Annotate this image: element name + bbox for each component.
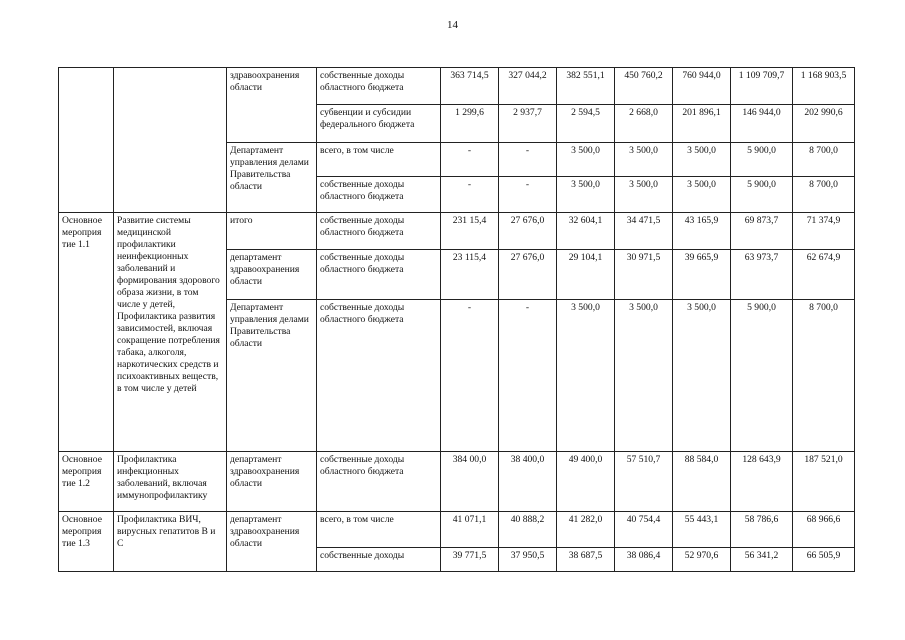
event-name-cell: [114, 68, 227, 213]
value-cell: 41 071,1: [441, 512, 499, 548]
value-cell: 69 873,7: [731, 213, 793, 250]
funding-source-cell: собственные доходы областного бюджета: [317, 300, 441, 452]
funding-source-cell: собственные доходы областного бюджета: [317, 177, 441, 213]
value-cell: 27 676,0: [499, 250, 557, 300]
value-cell: 62 674,9: [793, 250, 855, 300]
value-cell: 40 754,4: [615, 512, 673, 548]
value-cell: 40 888,2: [499, 512, 557, 548]
event-code-cell: Основное мероприя тие 1.1: [59, 213, 114, 452]
value-cell: 71 374,9: [793, 213, 855, 250]
value-cell: 1 299,6: [441, 105, 499, 143]
executor-cell: Департамент управления делами Правительства области: [227, 300, 317, 452]
executor-cell: здравоохранения области: [227, 68, 317, 143]
value-cell: 27 676,0: [499, 213, 557, 250]
value-cell: 3 500,0: [673, 177, 731, 213]
event-name-cell: Профилактика инфекционных заболеваний, включая иммунопрофилактику: [114, 452, 227, 512]
value-cell: 8 700,0: [793, 143, 855, 177]
value-cell: 30 971,5: [615, 250, 673, 300]
funding-source-cell: всего, в том числе: [317, 143, 441, 177]
value-cell: 363 714,5: [441, 68, 499, 105]
executor-cell: итого: [227, 213, 317, 250]
value-cell: 1 168 903,5: [793, 68, 855, 105]
value-cell: -: [499, 143, 557, 177]
value-cell: 3 500,0: [615, 143, 673, 177]
value-cell: -: [499, 177, 557, 213]
value-cell: 56 341,2: [731, 548, 793, 572]
budget-table: [58, 67, 855, 572]
value-cell: 146 944,0: [731, 105, 793, 143]
value-cell: 37 950,5: [499, 548, 557, 572]
value-cell: 2 594,5: [557, 105, 615, 143]
event-name-cell: Профилактика ВИЧ, вирусных гепатитов В и С: [114, 512, 227, 572]
value-cell: 66 505,9: [793, 548, 855, 572]
value-cell: 63 973,7: [731, 250, 793, 300]
table-row: [59, 512, 855, 548]
value-cell: -: [441, 143, 499, 177]
value-cell: 52 970,6: [673, 548, 731, 572]
executor-cell: департамент здравоохранения области: [227, 512, 317, 572]
value-cell: 3 500,0: [557, 300, 615, 452]
value-cell: 5 900,0: [731, 177, 793, 213]
value-cell: 201 896,1: [673, 105, 731, 143]
executor-cell: Департамент управления делами Правительства области: [227, 143, 317, 213]
value-cell: 382 551,1: [557, 68, 615, 105]
value-cell: -: [499, 300, 557, 452]
value-cell: 187 521,0: [793, 452, 855, 512]
value-cell: 3 500,0: [673, 300, 731, 452]
funding-source-cell: субвенции и субсидии федерального бюджета: [317, 105, 441, 143]
funding-source-cell: всего, в том числе: [317, 512, 441, 548]
value-cell: 32 604,1: [557, 213, 615, 250]
event-code-cell: Основное мероприя тие 1.3: [59, 512, 114, 572]
table-row: [59, 68, 855, 105]
value-cell: 68 966,6: [793, 512, 855, 548]
funding-source-cell: собственные доходы областного бюджета: [317, 452, 441, 512]
value-cell: 3 500,0: [557, 177, 615, 213]
value-cell: 8 700,0: [793, 300, 855, 452]
event-code-cell: Основное мероприя тие 1.2: [59, 452, 114, 512]
funding-source-cell: собственные доходы областного бюджета: [317, 250, 441, 300]
value-cell: 760 944,0: [673, 68, 731, 105]
value-cell: 41 282,0: [557, 512, 615, 548]
value-cell: 34 471,5: [615, 213, 673, 250]
value-cell: 3 500,0: [615, 300, 673, 452]
value-cell: 38 086,4: [615, 548, 673, 572]
value-cell: 55 443,1: [673, 512, 731, 548]
value-cell: 57 510,7: [615, 452, 673, 512]
value-cell: 202 990,6: [793, 105, 855, 143]
value-cell: 3 500,0: [673, 143, 731, 177]
value-cell: 29 104,1: [557, 250, 615, 300]
funding-source-cell: собственные доходы: [317, 548, 441, 572]
funding-source-cell: собственные доходы областного бюджета: [317, 68, 441, 105]
executor-cell: департамент здравоохранения области: [227, 250, 317, 300]
value-cell: 128 643,9: [731, 452, 793, 512]
value-cell: 5 900,0: [731, 300, 793, 452]
value-cell: 2 937,7: [499, 105, 557, 143]
value-cell: 39 665,9: [673, 250, 731, 300]
value-cell: 38 687,5: [557, 548, 615, 572]
value-cell: 3 500,0: [557, 143, 615, 177]
value-cell: 327 044,2: [499, 68, 557, 105]
value-cell: 1 109 709,7: [731, 68, 793, 105]
page-number: 14: [447, 19, 458, 31]
value-cell: 39 771,5: [441, 548, 499, 572]
value-cell: -: [441, 177, 499, 213]
value-cell: 384 00,0: [441, 452, 499, 512]
value-cell: 58 786,6: [731, 512, 793, 548]
value-cell: 43 165,9: [673, 213, 731, 250]
funding-source-cell: собственные доходы областного бюджета: [317, 213, 441, 250]
value-cell: 49 400,0: [557, 452, 615, 512]
executor-cell: департамент здравоохранения области: [227, 452, 317, 512]
value-cell: 38 400,0: [499, 452, 557, 512]
value-cell: 8 700,0: [793, 177, 855, 213]
value-cell: 450 760,2: [615, 68, 673, 105]
event-name-cell: Развитие системы медицинской профилактики неинфекционных заболеваний и формирования здорового образа жизни, в том числе у детей, Профилактика развития зависимостей, включая сокращение потребления табака, алкоголя, наркотических средств и психоактивных веществ, в том числе у детей: [114, 213, 227, 452]
value-cell: 5 900,0: [731, 143, 793, 177]
value-cell: 88 584,0: [673, 452, 731, 512]
event-code-cell: [59, 68, 114, 213]
value-cell: 3 500,0: [615, 177, 673, 213]
table-row: [59, 213, 855, 250]
value-cell: 2 668,0: [615, 105, 673, 143]
value-cell: 231 15,4: [441, 213, 499, 250]
table-row: [59, 452, 855, 512]
value-cell: 23 115,4: [441, 250, 499, 300]
value-cell: -: [441, 300, 499, 452]
